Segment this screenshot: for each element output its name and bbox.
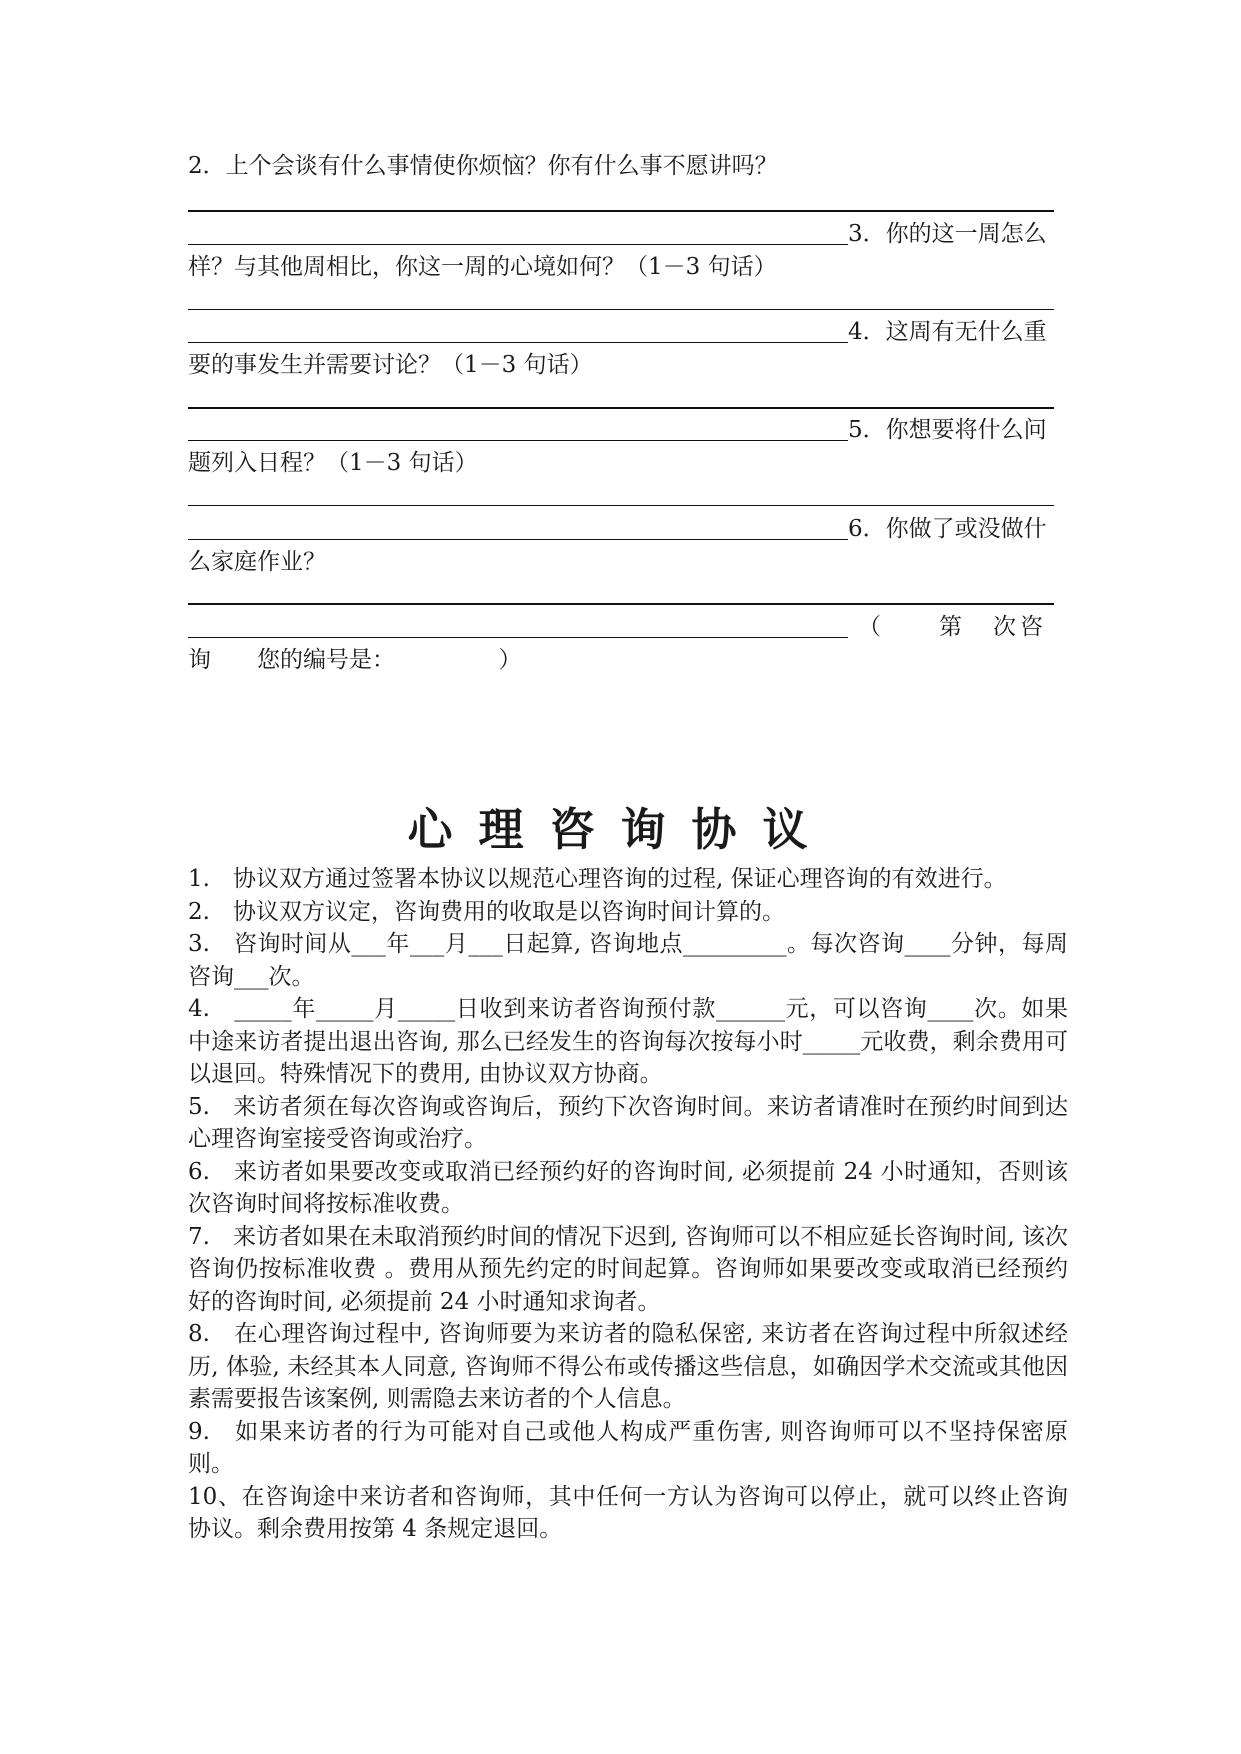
clause-2: 2. 协议双方议定，咨询费用的收取是以咨询时间计算的。 <box>188 898 785 925</box>
answer-line <box>188 440 848 441</box>
agreement-title: 心理咨询协议 <box>407 803 834 856</box>
agreement-clauses <box>188 863 1068 1546</box>
clause-7: 7. 来访者如果在未取消预约时间的情况下迟到, 咨询师可以不相应延长咨询时间, 该次咨询仍按标准收费 。费用从预先约定的时间起算。咨询师如果要改变或取消已经预约好的咨询时间, 必须提前 24 小时通知求询者。 <box>188 1223 1068 1315</box>
answer-line <box>188 539 848 540</box>
answer-line <box>188 407 1054 409</box>
question-4-start: 4．这周有无什么重 <box>848 319 1047 345</box>
answer-line <box>188 244 848 245</box>
answer-line <box>188 637 848 638</box>
clause-1: 1. 协议双方通过签署本协议以规范心理咨询的过程, 保证心理咨询的有效进行。 <box>188 866 1007 892</box>
question-6-end: 么家庭作业？ <box>188 549 326 575</box>
session-number-end: 询 您的编号是： ） <box>188 647 522 673</box>
clause-6: 6. 来访者如果要改变或取消已经预约好的咨询时间, 必须提前 24 小时通知，否则该次咨询时间将按标准收费。 <box>188 1158 1068 1217</box>
answer-line <box>188 342 848 343</box>
session-number-start: （ 第 次咨 <box>858 614 1047 640</box>
answer-line <box>188 210 1054 212</box>
question-5-end: 题列入日程？（1－3 句话） <box>188 450 478 476</box>
question-6-start: 6．你做了或没做什 <box>848 516 1047 542</box>
answer-line <box>188 505 1054 506</box>
clause-5: 5. 来访者须在每次咨询或咨询后，预约下次咨询时间。来访者请准时在预约时间到达心理咨询室接受咨询或治疗。 <box>188 1093 1068 1152</box>
question-4-end: 要的事发生并需要讨论？（1－3 句话） <box>188 352 593 378</box>
question-2: 2．上个会谈有什么事情使你烦恼？你有什么事不愿讲吗？ <box>188 153 778 179</box>
clause-4: 4. _____年_____月_____日收到来访者咨询预付款______元，可以咨询____次。如果中途来访者提出退出咨询, 那么已经发生的咨询每次按每小时_____元收费，剩余费用可以退回。特殊情况下的费用, 由协议双方协商。 <box>188 996 1068 1087</box>
question-3-end: 样？与其他周相比，你这一周的心境如何？（1－3 句话） <box>188 254 777 280</box>
question-5-start: 5．你想要将什么问 <box>848 417 1047 443</box>
clause-3: 3. 咨询时间从___年___月___日起算, 咨询地点_________。每次咨询____分钟，每周咨询___次。 <box>188 931 1068 990</box>
clause-10: 10、在咨询途中来访者和咨询师，其中任何一方认为咨询可以停止，就可以终止咨询协议。剩余费用按第 4 条规定退回。 <box>188 1483 1068 1542</box>
clause-8: 8. 在心理咨询过程中, 咨询师要为来访者的隐私保密, 来访者在咨询过程中所叙述经历, 体验, 未经其本人同意, 咨询师不得公布或传播这些信息，如确因学术交流或其他因素需要报告该案例, 则需隐去来访者的个人信息。 <box>188 1321 1068 1412</box>
answer-line <box>188 603 1054 605</box>
clause-9: 9. 如果来访者的行为可能对自己或他人构成严重伤害, 则咨询师可以不坚持保密原则。 <box>188 1418 1068 1477</box>
answer-line <box>188 309 1054 310</box>
question-3-start: 3．你的这一周怎么 <box>848 221 1047 247</box>
